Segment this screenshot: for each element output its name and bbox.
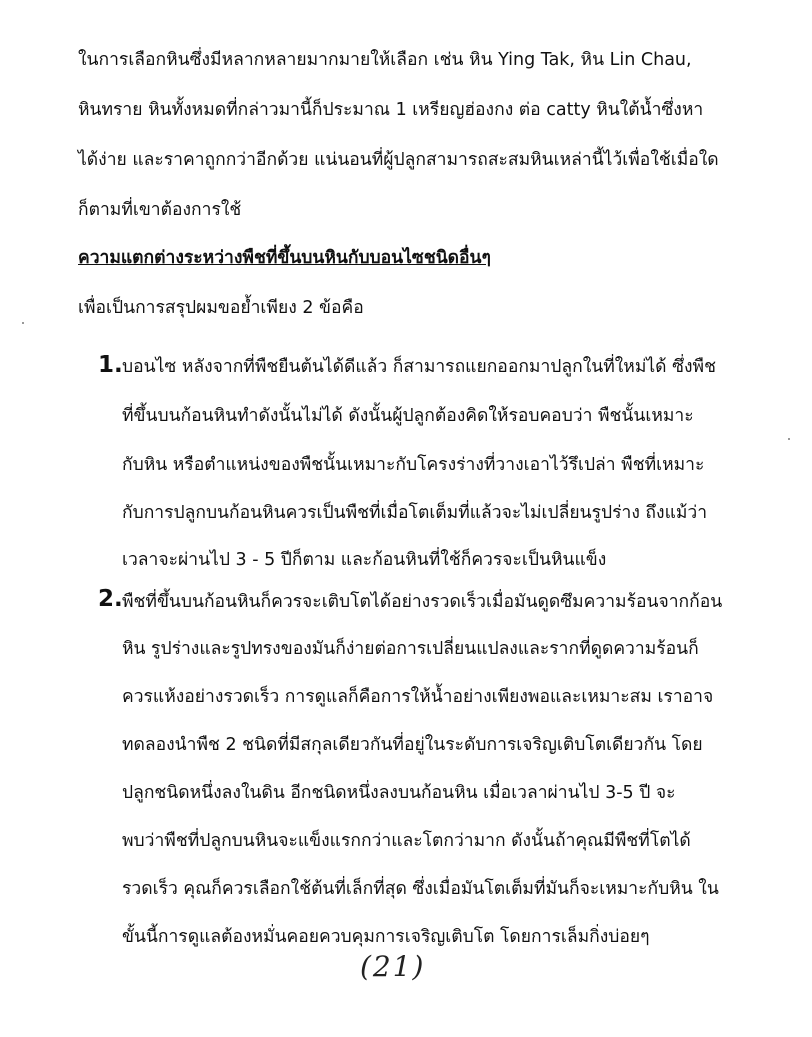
item-2-line-2: หิน รูปร่างและรูปทรงของมันก็ง่ายต่อการเปลี่ยนแปลงและรากที่ดูดความร้อนก็ <box>122 639 699 659</box>
item-1-line-2: ที่ขึ้นบนก้อนหินทำดังนั้นไม่ได้ ดังนั้นผู้ปลูกต้องคิดให้รอบคอบว่า พืชนั้นเหมาะ <box>122 406 694 426</box>
item-2-line-6: พบว่าพืชที่ปลูกบนหินจะแข็งแรกกว่าและโตกว่ามาก ดังนั้นถ้าคุณมีพืชที่โตได้ <box>122 831 691 851</box>
summary-line: เพื่อเป็นการสรุปผมขอย้ำเพียง 2 ข้อคือ <box>78 298 364 318</box>
intro-line-2: หินทราย หินทั้งหมดที่กล่าวมานี้ก็ประมาณ 1 เหรียญฮ่องกง ต่อ catty หินใต้น้ำซึ่งหา <box>78 100 704 120</box>
item-2-line-1: พืชที่ขึ้นบนก้อนหินก็ควรจะเติบโตได้อย่างรวดเร็วเมื่อมันดูดซึมความร้อนจากก้อน <box>122 592 723 612</box>
item-1-line-3: กับหิน หรือตำแหน่งของพืชนั้นเหมาะกับโครงร่างที่วางเอาไว้รึเปล่า พืชที่เหมาะ <box>122 455 705 475</box>
item-2-line-5: ปลูกชนิดหนึ่งลงในดิน อีกชนิดหนึ่งลงบนก้อนหิน เมื่อเวลาผ่านไป 3-5 ปี จะ <box>122 783 676 803</box>
item-1-line-5: เวลาจะผ่านไป 3 - 5 ปีก็ตาม และก้อนหินที่ใช้ก็ควรจะเป็นหินแข็ง <box>122 550 607 570</box>
intro-line-3: ได้ง่าย และราคาถูกกว่าอีกด้วย แน่นอนที่ผู้ปลูกสามารถสะสมหินเหล่านี้ไว้เพื่อใช้เมื่อใด <box>78 150 719 170</box>
item-2-line-3: ควรแห้งอย่างรวดเร็ว การดูแลก็คือการให้น้ำอย่างเพียงพอและเหมาะสม เราอาจ <box>122 687 714 707</box>
item-1-number: 1. <box>98 352 123 378</box>
item-2-number: 2. <box>98 586 123 612</box>
page-number: (21) <box>360 950 426 983</box>
item-2-line-7: รวดเร็ว คุณก็ควรเลือกใช้ต้นที่เล็กที่สุด ซึ่งเมื่อมันโตเต็มที่มันก็จะเหมาะกับหิน ใน <box>122 879 719 899</box>
item-1-line-4: กับการปลูกบนก้อนหินควรเป็นพืชที่เมื่อโตเต็มที่แล้วจะไม่เปลี่ยนรูปร่าง ถึงแม้ว่า <box>122 503 708 523</box>
item-1-line-1: บอนไซ หลังจากที่พืชยืนต้นได้ดีแล้ว ก็สามารถแยกออกมาปลูกในที่ใหม่ได้ ซึ่งพืช <box>122 357 716 377</box>
scan-speck <box>22 322 24 324</box>
intro-line-4: ก็ตามที่เขาต้องการใช้ <box>78 200 242 220</box>
scan-speck <box>788 438 790 440</box>
item-2-line-4: ทดลองนำพืช 2 ชนิดที่มีสกุลเดียวกันที่อยู่ในระดับการเจริญเติบโตเดียวกัน โดย <box>122 735 703 755</box>
intro-line-1: ในการเลือกหินซึ่งมีหลากหลายมากมายให้เลือก เช่น หิน Ying Tak, หิน Lin Chau, <box>78 50 692 70</box>
section-heading: ความแตกต่างระหว่างพืชที่ขึ้นบนหินกับบอนไซชนิดอื่นๆ <box>78 248 491 268</box>
item-2-line-8: ขั้นนี้การดูแลต้องหมั่นคอยควบคุมการเจริญเติบโต โดยการเล็มกิ่งบ่อยๆ <box>122 927 650 947</box>
